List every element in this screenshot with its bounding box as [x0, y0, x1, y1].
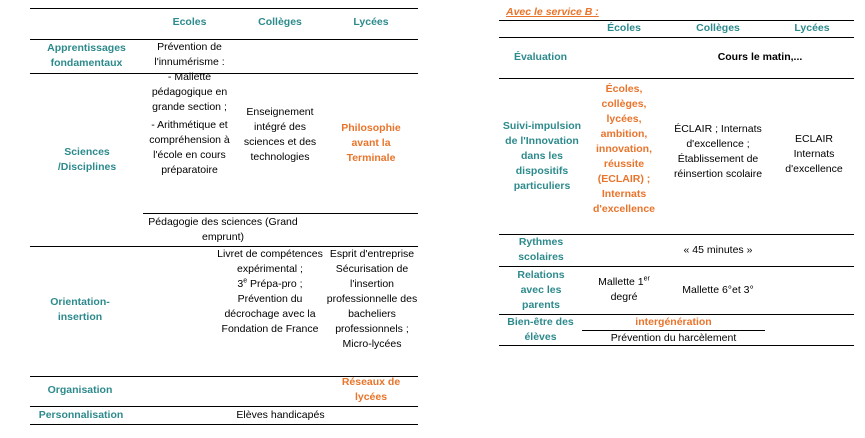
micro-lycees: Micro-lycées: [342, 338, 402, 350]
arithmetique: - Arithmétique et compréhension à l'école en cours préparatoire: [149, 119, 230, 176]
suivi-lycees: ECLAIR Internats d'excellence: [785, 132, 843, 175]
left-top-rule: [30, 8, 418, 9]
right-row-rule: [499, 78, 854, 79]
enseignement-integre: Enseignement intégré des sciences et des technologies: [243, 106, 317, 163]
prepa-pro: 3e Prépa-pro ;: [237, 277, 303, 290]
right-row-rythmes: Rythmes scolaires: [518, 236, 564, 263]
quarante-cinq-minutes: « 45 minutes »: [683, 243, 753, 256]
securisation-insertion: Sécurisation de l'insertion professionnelle des bacheliers professionnels ;: [326, 263, 418, 335]
eleves-handicapes: Elèves handicapés: [236, 409, 325, 421]
right-row-rule: [499, 266, 854, 267]
suivi-ecoles: Écoles, collèges, lycées, ambition, innovation, réussite (ECLAIR) ; Internats d'excellence: [592, 82, 656, 215]
orientation-lycees-cell: [322, 247, 422, 352]
mallette-premier-degre: Mallette 1er degré: [598, 275, 650, 303]
right-header-lycees: Lycées: [794, 22, 830, 34]
service-b-title: Avec le service B :: [506, 6, 599, 18]
philosophie-terminale: Philosophie avant la Terminale: [341, 122, 401, 164]
mallette-6-3: Mallette 6°et 3°: [682, 283, 754, 296]
right-header-colleges: Collèges: [696, 22, 740, 34]
right-header-ecoles: Écoles: [607, 22, 641, 34]
prevention-innumerisme: Prévention de l'innumérisme :: [154, 41, 225, 68]
right-row-evaluation: Évaluation: [513, 50, 568, 63]
left-header-ecoles: Ecoles: [172, 15, 207, 28]
right-row-suivi: Suivi-impulsion de l'Innovation dans les dispositifs particuliers: [502, 119, 582, 192]
right-row-relations: Relations avec les parents: [517, 269, 565, 311]
left-header-lycees: Lycées: [353, 15, 389, 28]
cours-le-matin: Cours le matin,...: [717, 50, 803, 63]
orientation-colleges-cell: [215, 247, 325, 337]
left-row-apprentissages: Apprentissages fondamentaux: [47, 42, 126, 69]
esprit-entreprise: Esprit d'entreprise: [329, 248, 415, 260]
pedagogie-sciences: Pédagogie des sciences (Grand emprunt): [148, 216, 298, 243]
reseaux-lycees: Réseaux de lycées: [341, 376, 401, 403]
left-bottom-rule: [30, 424, 418, 425]
prevention-decrochage: Prévention du décrochage avec la Fondation de France: [221, 293, 319, 335]
left-row-orientation: Orientation-insertion: [50, 296, 110, 323]
left-header-colleges: Collèges: [258, 15, 302, 28]
left-row-sciences: Sciences /Disciplines: [57, 146, 117, 173]
prevention-harcelement: Prévention du harcèlement: [610, 331, 737, 344]
left-row-personnalisation: Personnalisation: [38, 408, 124, 421]
right-row-bien-etre: Bien-être des élèves: [507, 316, 574, 343]
mallette-pedagogique: - Mallette pédagogique en grande section ;: [151, 71, 228, 113]
right-header-rule: [499, 37, 854, 38]
left-row-rule: [143, 213, 418, 214]
left-row-organisation: Organisation: [47, 383, 113, 396]
intergeneration: intergénération: [635, 316, 712, 328]
suivi-colleges: ÉCLAIR ; Internats d'excellence ; Établissement de réinsertion scolaire: [673, 123, 763, 180]
livret-competences: Livret de compétences expérimental ;: [217, 248, 323, 275]
